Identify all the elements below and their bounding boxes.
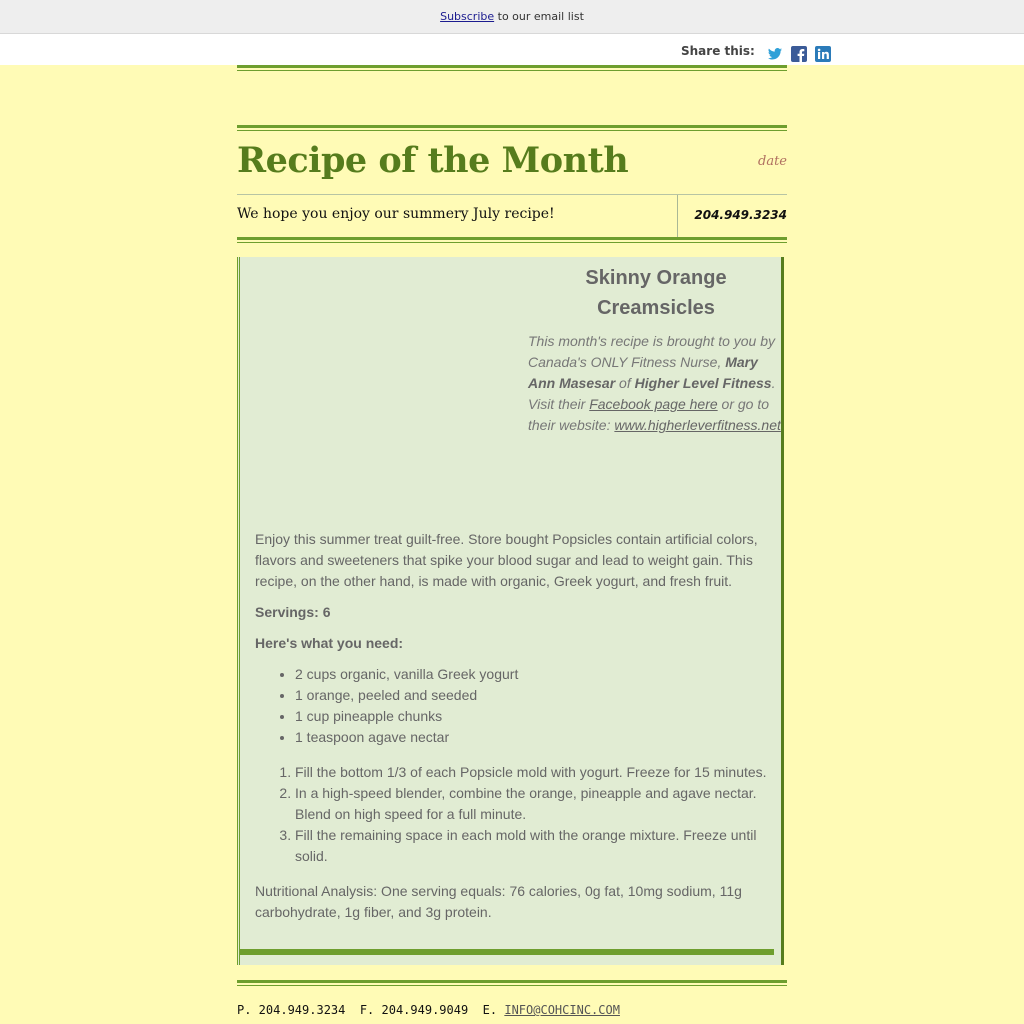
subheader-rule-thick bbox=[237, 237, 787, 240]
facebook-icon[interactable] bbox=[791, 46, 807, 62]
footer-rule-thick bbox=[237, 980, 787, 983]
twitter-icon[interactable] bbox=[767, 46, 783, 62]
company-name: Higher Level Fitness bbox=[634, 375, 772, 391]
recipe-title bbox=[530, 263, 782, 323]
subscribe-link[interactable]: Subscribe bbox=[440, 10, 495, 23]
author-name: Mary Ann Masesar bbox=[528, 354, 758, 391]
linkedin-icon[interactable] bbox=[815, 46, 831, 62]
intro-text: of bbox=[615, 375, 635, 391]
top-rule-thin bbox=[237, 70, 787, 71]
list-item: 3. Fill the remaining space in each mold with the orange mixture. Freeze until solid. bbox=[295, 825, 780, 867]
list-item: • 1 teaspoon agave nectar bbox=[295, 727, 780, 748]
list-item: 1. Fill the bottom 1/3 of each Popsicle mold with yogurt. Freeze for 15 minutes. bbox=[295, 762, 780, 783]
intro-text: or go to their website: bbox=[528, 396, 770, 433]
list-item: 2. In a high-speed blender, combine the orange, pineapple and agave nectar. Blend on high speed for a full minute. bbox=[295, 783, 780, 825]
website-link[interactable]: www.higherleverfitness.net bbox=[614, 417, 781, 433]
ingredients-heading: Here's what you need: bbox=[255, 635, 404, 651]
page-subtitle: We hope you enjoy our summery July recipe! bbox=[237, 206, 555, 222]
footer-rule-thin bbox=[237, 985, 787, 986]
recipe-title-line2: Creamsicles bbox=[597, 297, 715, 319]
facebook-page-link[interactable]: Facebook page here bbox=[589, 396, 718, 412]
header-vertical-divider bbox=[677, 195, 678, 238]
intro-text: . Visit their bbox=[528, 375, 776, 412]
subscribe-text: to our email list bbox=[497, 10, 584, 23]
share-label: Share this: bbox=[681, 44, 755, 58]
servings: Servings: 6 bbox=[255, 604, 331, 620]
header-rule-thin bbox=[237, 130, 787, 131]
ingredients-list bbox=[255, 664, 780, 748]
subheader-rule-thin bbox=[237, 242, 787, 243]
subscribe-bar bbox=[0, 0, 1024, 34]
issue-date: date bbox=[758, 154, 787, 169]
footer-email-label: E. bbox=[482, 1003, 498, 1017]
nutrition-analysis: Nutritional Analysis: One serving equals: 76 calories, 0g fat, 10mg sodium, 11g carbohydrate, 1g fiber, and 3g protein. bbox=[255, 883, 742, 920]
footer-email-link[interactable]: INFO@COHCINC.COM bbox=[504, 1003, 620, 1017]
list-item: • 2 cups organic, vanilla Greek yogurt bbox=[295, 664, 780, 685]
list-item: • 1 orange, peeled and seeded bbox=[295, 685, 780, 706]
top-rule-thick bbox=[237, 65, 787, 68]
recipe-body bbox=[255, 529, 780, 933]
recipe-intro bbox=[528, 331, 782, 436]
share-bar bbox=[0, 34, 1024, 65]
steps-list bbox=[255, 762, 780, 867]
content-bottom-bar bbox=[240, 949, 774, 955]
intro-text: This month's recipe is brought to you by Canada's ONLY Fitness Nurse, bbox=[528, 333, 776, 370]
recipe-description: Enjoy this summer treat guilt-free. Store bought Popsicles contain artificial colors, flavors and sweeteners that spike your blood sugar and lead to weight gain. This recipe, on the other hand, is made with organic, Greek yogurt, and fresh fruit. bbox=[255, 531, 758, 589]
footer-phone: P. 204.949.3234 bbox=[237, 1003, 346, 1017]
list-item: • 1 cup pineapple chunks bbox=[295, 706, 780, 727]
page-title: Recipe of the Month bbox=[237, 140, 629, 181]
footer-contact bbox=[237, 1003, 620, 1017]
header-rule-thick bbox=[237, 125, 787, 128]
footer-fax: F. 204.949.9049 bbox=[359, 1003, 469, 1017]
recipe-title-line1: Skinny Orange bbox=[585, 267, 727, 289]
header-divider bbox=[237, 194, 787, 195]
header-phone: 204.949.3234 bbox=[694, 208, 787, 222]
recipe-content bbox=[237, 257, 784, 965]
